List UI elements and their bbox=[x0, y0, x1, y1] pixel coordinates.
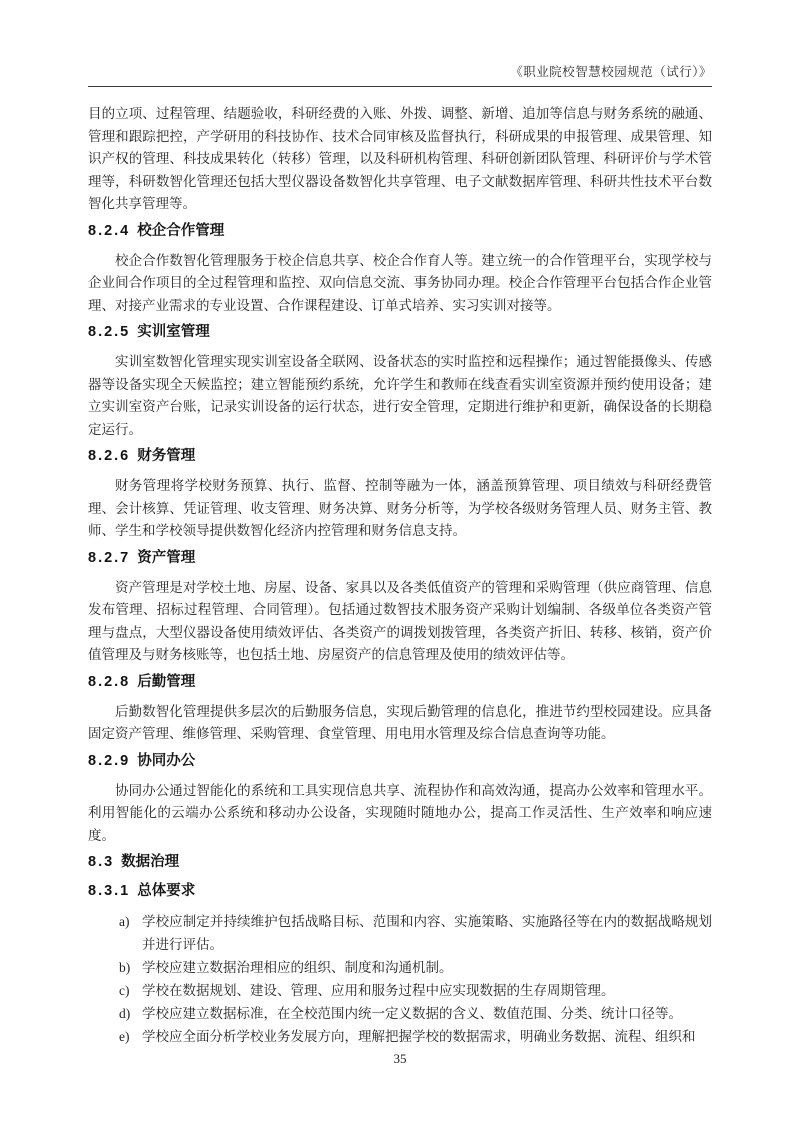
continued-paragraph: 目的立项、过程管理、结题验收，科研经费的入账、外拨、调整、新增、追加等信息与财务系统的融通、管理和跟踪把控，产学研用的科技协作、技术合同审核及监督执行，科研成果的申报管理、成果管理、知识产权的管理、科技成果转化（转移）管理，以及科研机构管理、科研创新团队管理、科研评价与学术管理等，科研数智化管理还包括大型仪器设备数智化共享管理、电子文献数据库管理、科研共性技术平台数智化共享管理等。 bbox=[88, 106, 712, 211]
list-item-text: 学校应全面分析学校业务发展方向，理解把握学校的数据需求，明确业务数据、流程、组织和 bbox=[142, 1029, 696, 1044]
section-heading-8-3-1 bbox=[88, 881, 712, 901]
list-marker: e) bbox=[119, 1029, 130, 1044]
section-title: 协同办公 bbox=[137, 752, 196, 769]
section-heading bbox=[88, 751, 712, 771]
section-paragraph: 资产管理是对学校土地、房屋、设备、家具以及各类低值资产的管理和采购管理（供应商管理、信息发布管理、招标过程管理、合同管理）。包括通过数智技术服务资产采购计划编制、各级单位各类资产管理与盘点，大型仪器设备使用绩效评估、各类资产的调拨划拨管理，各类资产折旧、转移、核销，资产价值管理及与财务核账等，也包括土地、房屋资产的信息管理及使用的绩效评估等。 bbox=[88, 579, 712, 662]
section-paragraph: 校企合作数智化管理服务于校企信息共享、校企合作育人等。建立统一的合作管理平台，实现学校与企业间合作项目的全过程管理和监控、双向信息交流、事务协同办理。校企合作管理平台包括合作企业管理、对接产业需求的专业设置、合作课程建设、订单式培养、实习实训对接等。 bbox=[88, 252, 712, 313]
section-title: 总体要求 bbox=[137, 883, 196, 899]
section-number: 8.2.5 bbox=[88, 324, 131, 340]
header-rule bbox=[88, 63, 712, 87]
section-8-2-4 bbox=[88, 221, 712, 318]
section-title: 财务管理 bbox=[137, 448, 196, 464]
page-header bbox=[0, 0, 800, 87]
section-number: 8.2.4 bbox=[88, 222, 131, 239]
section-paragraph: 财务管理将学校财务预算、执行、监督、控制等融为一体，涵盖预算管理、项目绩效与科研经费管理、会计核算、凭证管理、收支管理、财务决算、财务分析等，为学校各级财务管理人员、财务主管、教师、学生和学校领导提供数智化经济内控管理和财务信息支持。 bbox=[88, 478, 712, 538]
section-paragraph: 协同办公通过智能化的系统和工具实现信息共享、流程协作和高效沟通，提高办公效率和管理水平。利用智能化的云端办公系统和移动办公设备，实现随时随地办公，提高工作灵活性、生产效率和响应速度。 bbox=[88, 782, 712, 843]
list-item-text: 学校应建立数据标准，在全校范围内统一定义数据的含义、数值范围、分类、统计口径等。 bbox=[142, 1006, 682, 1021]
section-number: 8.3.1 bbox=[88, 883, 131, 899]
section-heading-8-3 bbox=[88, 852, 712, 872]
page-footer bbox=[0, 1050, 800, 1068]
list-marker: d) bbox=[119, 1006, 131, 1021]
section-heading bbox=[88, 322, 712, 342]
section-heading bbox=[88, 672, 712, 692]
section-heading bbox=[88, 446, 712, 466]
section-number: 8.3 bbox=[88, 854, 115, 870]
section-title: 后勤管理 bbox=[137, 673, 196, 690]
list-item-d bbox=[88, 1002, 712, 1025]
list-marker: c) bbox=[119, 983, 130, 998]
section-number: 8.2.7 bbox=[88, 549, 131, 566]
section-title: 数据治理 bbox=[121, 854, 180, 870]
section-number: 8.2.6 bbox=[88, 448, 131, 464]
section-8-2-7 bbox=[88, 548, 712, 667]
page-number: 35 bbox=[393, 1051, 407, 1066]
page-body bbox=[0, 103, 800, 1048]
section-8-2-5 bbox=[88, 322, 712, 441]
section-paragraph: 后勤数智化管理提供多层次的后勤服务信息，实现后勤管理的信息化，推进节约型校园建设。应具备固定资产管理、维修管理、采购管理、食堂管理、用电用水管理及综合信息查询等功能。 bbox=[88, 703, 712, 741]
list-marker: b) bbox=[119, 960, 131, 975]
section-title: 资产管理 bbox=[137, 549, 196, 566]
section-paragraph: 实训室数智化管理实现实训室设备全联网、设备状态的实时监控和远程操作；通过智能摄像头、传感器等设备实现全天候监控；建立智能预约系统，允许学生和教师在线查看实训室资源并预约使用设备；建立实训室资产台账，记录实训设备的运行状态，进行安全管理，定期进行维护和更新，确保设备的长期稳定运行。 bbox=[88, 354, 712, 437]
list-item-text: 学校在数据规划、建设、管理、应用和服务过程中应实现数据的生存周期管理。 bbox=[142, 983, 615, 998]
running-head-title: 《职业院校智慧校园规范（试行）》 bbox=[510, 65, 712, 79]
section-heading bbox=[88, 221, 712, 241]
section-title: 校企合作管理 bbox=[137, 222, 225, 239]
section-number: 8.2.9 bbox=[88, 752, 131, 769]
section-8-2-6 bbox=[88, 446, 712, 543]
list-item-text: 学校应制定并持续维护包括战略目标、范围和内容、实施策略、实施路径等在内的数据战略规划并进行评估。 bbox=[142, 914, 712, 952]
list-marker: a) bbox=[119, 914, 130, 929]
list-item-a bbox=[88, 910, 712, 956]
section-number: 8.2.8 bbox=[88, 673, 131, 690]
section-8-2-9 bbox=[88, 751, 712, 848]
list-item-c bbox=[88, 979, 712, 1002]
list-item-e bbox=[88, 1025, 712, 1048]
section-heading bbox=[88, 548, 712, 568]
list-item-b bbox=[88, 956, 712, 979]
section-8-2-8 bbox=[88, 672, 712, 746]
list-item-text: 学校应建立数据治理相应的组织、制度和沟通机制。 bbox=[142, 960, 453, 975]
requirement-list bbox=[88, 910, 712, 1048]
section-title: 实训室管理 bbox=[137, 324, 210, 340]
